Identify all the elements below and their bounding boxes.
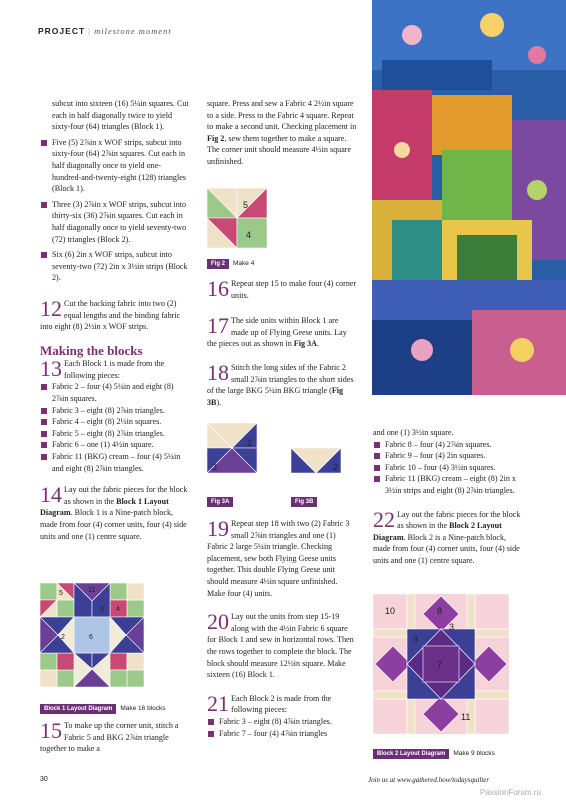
bold-ref: Block 1 Layout Diagram	[40, 496, 169, 518]
diagram-label: 5	[243, 200, 249, 210]
column-3	[373, 427, 525, 567]
section-subtitle: milestone moment	[94, 26, 172, 36]
figure-caption: Block 2 Layout Diagram	[373, 749, 449, 759]
diagram-label: 7	[437, 660, 443, 670]
section-heading: Making the blocks	[40, 342, 143, 358]
page-header: PROJECT | milestone moment	[38, 26, 172, 36]
step-number: 21	[207, 690, 229, 716]
diagram-label: 5	[59, 590, 63, 597]
list-item: Fabric 11 (BKG) cream – eight (8) 2in x 3½in strips and eight (8) 2⅞in triangles.	[373, 473, 525, 496]
bold-ref: Fig 2	[207, 133, 225, 143]
watermark: PassionForum.ru	[480, 788, 541, 797]
list-item: Fabric 11 (BKG) cream – four (4) 5¼in and eight (8) 2⅞in triangles.	[40, 451, 190, 474]
list-item: Fabric 5 – eight (8) 2⅞in triangles.	[40, 428, 190, 440]
step-12	[40, 295, 190, 333]
step-number: 12	[40, 295, 62, 321]
list-item: Six (6) 2in x WOF strips, subcut into seventy-two (72) 2in x 3½in strips (Block 2).	[40, 249, 190, 284]
step-number: 22	[373, 506, 395, 532]
paragraph: , sew them together to make a square. The corner unit should measure 4½in square unfinished.	[207, 133, 352, 166]
bold-ref: Fig 3B	[207, 386, 344, 407]
step-text: . Block 2 is a Nine-patch block, made from four (4) corner units, four (4) side units and one (1) centre square.	[373, 532, 520, 565]
diagram-label: 2	[333, 462, 339, 472]
step-15	[40, 720, 190, 755]
footer-link[interactable]: Join us at www.gathered.how/todaysquilter	[368, 776, 490, 784]
step-text: Lay out the fabric pieces for the block as shown in the	[397, 509, 521, 531]
step-text: Repeat step 15 to make four (4) corner units.	[231, 279, 357, 300]
paragraph: and one (1) 3½in square.	[373, 428, 454, 437]
fig-3a-caption	[207, 490, 233, 508]
step-text: . Block 1 is a Nine-patch block, made from four (4) corner units, four (4) side units and one (1) centre square.	[40, 508, 187, 541]
fig-3-diagram	[207, 423, 357, 484]
diagram-label: 8	[437, 606, 443, 616]
step-14	[40, 484, 190, 542]
column-1	[40, 98, 190, 548]
bold-ref: Fig 3A	[293, 339, 317, 349]
step-text: Each Block 2 is made from the following pieces:	[231, 693, 332, 715]
caption-text: Make 9 blocks	[453, 750, 495, 757]
paragraph: square. Press and sew a Fabric 4 2½in square to a side. Press to the Fabric 4 square. Repeat to make a second unit. Checking placement in	[207, 99, 357, 132]
step-text: Lay out the fabric pieces for the block as shown in the	[64, 485, 188, 506]
diagram-label: 9	[413, 634, 419, 644]
step-number: 13	[40, 356, 62, 382]
step-text: Stitch the long sides of the Fabric 2 small 2⅞in triangles to the short sides of the large BKG 5¼in BKG triangle (	[207, 362, 354, 396]
bold-ref: Block 2 Layout Diagram	[373, 521, 502, 542]
quilt-photo	[372, 0, 566, 395]
column-2-steps	[207, 278, 357, 408]
list-item: Fabric 9 – four (4) 2in squares.	[373, 450, 525, 462]
diagram-label: 10	[385, 606, 396, 616]
step-19	[207, 518, 357, 599]
figure-caption: Fig 3A	[207, 497, 233, 507]
list-item: Three (3) 2⅞in x WOF strips, subcut into thirty-six (36) 2⅞in squares. Cut each in half diagonally once to yield seventy-two (72) triangles (Block 2).	[40, 199, 190, 245]
list-item: Fabric 3 – eight (8) 4⅞in triangles.	[207, 716, 357, 728]
fig-3b-caption	[291, 490, 317, 508]
list-item: Fabric 4 – eight (8) 2½in squares.	[40, 416, 190, 428]
step-18	[207, 359, 357, 408]
paragraph: subcut into sixteen (16) 5¼in squares. Cut each in half diagonally twice to yield sixty-four (64) triangles (Block 1).	[52, 99, 189, 132]
block-2-caption	[373, 742, 495, 760]
list-item: Five (5) 2⅞in x WOF strips, subcut into sixty-four (64) 2⅞in squares. Cut each in half diagonally once to yield one-hundred-and-twenty-eight (128) triangles (Block 1).	[40, 137, 190, 195]
fig-2-diagram	[207, 188, 267, 253]
step-number: 19	[207, 516, 229, 541]
diagram-label: 2	[61, 634, 65, 641]
section-label: PROJECT	[38, 26, 86, 36]
step-text: Cut the backing fabric into two (2) equal lengths and the binding fabric into eight (8) 2½in x WOF strips.	[40, 298, 181, 332]
column-2	[207, 98, 357, 172]
step-number: 18	[207, 359, 229, 385]
step-number: 15	[40, 718, 62, 743]
step-number: 20	[207, 609, 229, 635]
step-13	[40, 358, 190, 381]
diagram-label: 2	[247, 438, 253, 448]
list-item: Fabric 10 – four (4) 3½in squares.	[373, 462, 525, 474]
step-number: 16	[207, 276, 229, 301]
step-text: ).	[216, 397, 222, 407]
list-item: Fabric 3 – eight (8) 2⅞in triangles.	[40, 405, 190, 417]
diagram-label: 3	[100, 606, 104, 613]
step-text: The side units within Block 1 are made up of Flying Geese units. Lay the pieces out as shown in	[207, 316, 347, 349]
list-item: Fabric 2 – four (4) 5¼in and eight (8) 2⅞in squares.	[40, 381, 190, 404]
block-1-diagram	[40, 583, 144, 692]
step-22	[373, 506, 525, 567]
block-2-diagram	[373, 594, 509, 739]
step-text: To make up the corner unit, stitch a Fabric 5 and BKG 2⅞in triangle together to make a	[40, 721, 179, 754]
step-text: Lay out the units from step 15-19 along with the 4½in Fabric 6 square for Block 1 and sew in horizontal rows. Then the rows together to complete the block. The block should measure 12½in square. Make sixteen (16) Block 1.	[207, 612, 354, 680]
step-number: 17	[207, 313, 229, 339]
list-item: Fabric 8 – four (4) 2⅞in squares.	[373, 439, 525, 451]
list-item: Fabric 6 – one (1) 4½in square.	[40, 439, 190, 451]
caption-text: Make 16 blocks	[120, 705, 166, 712]
step-20	[207, 611, 357, 681]
diagram-label: 11	[461, 712, 471, 722]
caption-text: Make 4	[233, 260, 255, 267]
page-number: 30	[40, 776, 48, 783]
step-text: Repeat step 18 with two (2) Fabric 3 small 2⅞in triangles and one (1) Fabric 2 large 5¼in triangle. Checking placement, sew both Flying Geese units together. This double Flying Geese unit should measure 4½in square unfinished. Make four (4) units.	[207, 519, 350, 598]
step-21	[207, 690, 357, 716]
figure-caption: Block 1 Layout Diagram	[40, 704, 116, 714]
diagram-label: 11	[88, 587, 96, 594]
step-16	[207, 278, 357, 301]
diagram-label: 3	[449, 622, 455, 632]
step-17	[207, 315, 357, 350]
block-1-caption	[40, 697, 166, 715]
figure-caption: Fig 2	[207, 259, 229, 269]
step-text: .	[316, 339, 319, 349]
diagram-label: 4	[116, 606, 120, 613]
step-number: 14	[40, 482, 62, 508]
figure-caption: Fig 3B	[291, 497, 317, 507]
column-2-lower	[207, 518, 357, 743]
list-item: Fabric 7 – four (4) 4⅞in triangles	[207, 728, 357, 740]
fig-2-caption	[207, 252, 254, 270]
step-text: Each Block 1 is made from the following pieces:	[64, 359, 165, 380]
diagram-label: 6	[89, 634, 93, 641]
diagram-label: 3	[212, 462, 218, 472]
diagram-label: 4	[246, 230, 252, 240]
